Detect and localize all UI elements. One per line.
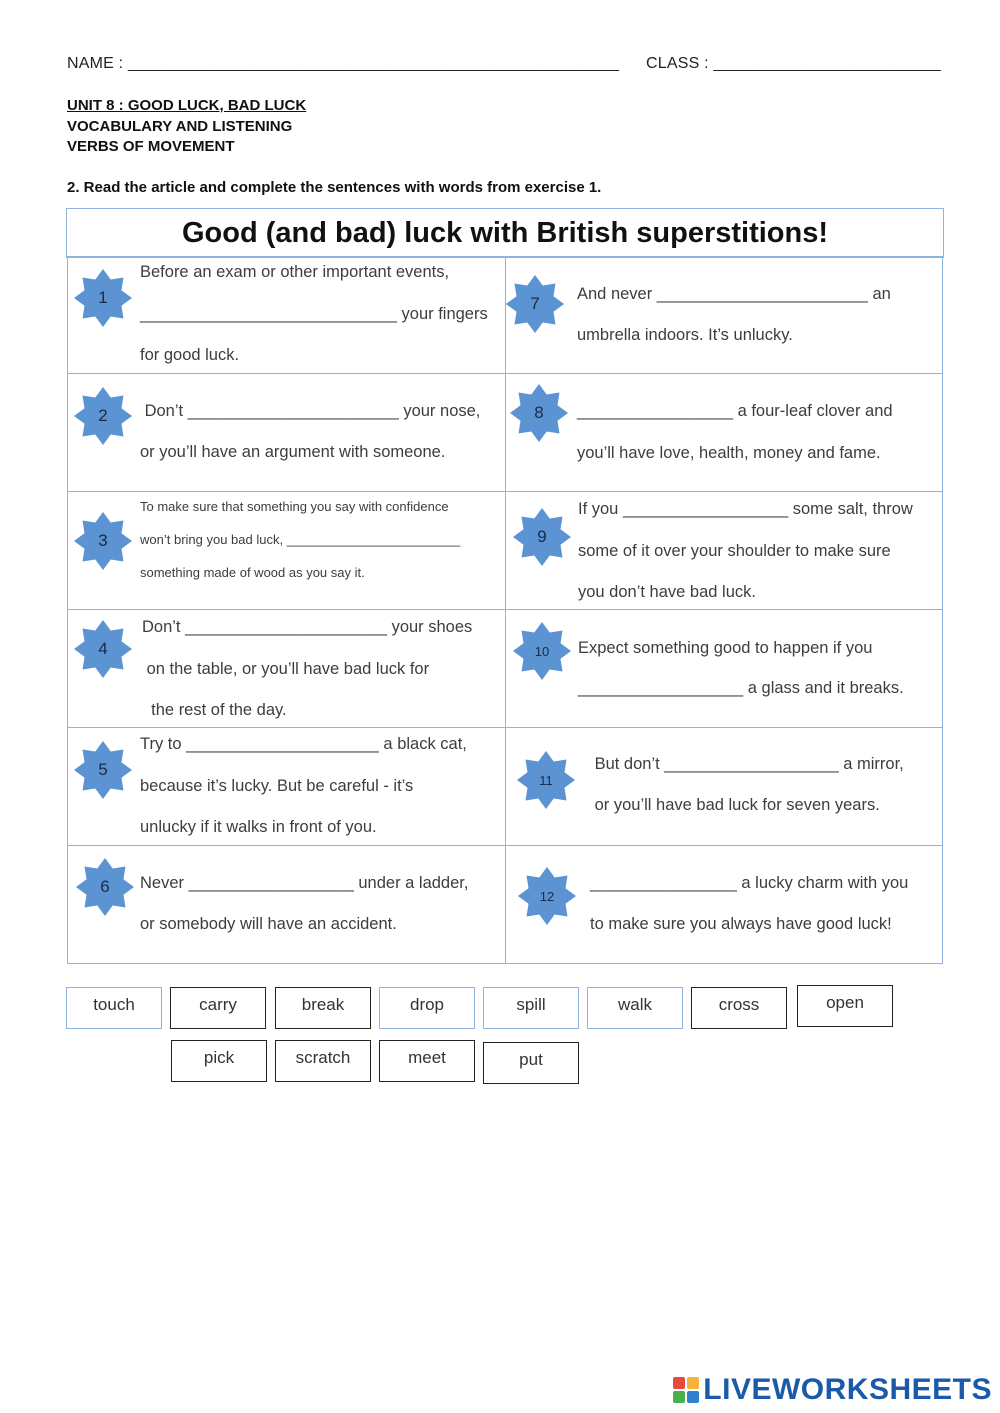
star-number-badge [513,508,571,566]
star-number-badge [74,620,132,678]
word-tile[interactable]: open [797,985,893,1027]
unit-title: UNIT 8 : GOOD LUCK, BAD LUCK [67,97,307,114]
sentence-line: ________________ a lucky charm with you [590,874,909,892]
sentence-line: you’ll have love, health, money and fame. [577,444,881,462]
star-number-badge [74,512,132,570]
sentence-line: And never _______________________ an [577,285,891,303]
sentence-line: Before an exam or other important events, [140,263,450,281]
sentence-line: on the table, or you’ll have bad luck for [142,660,430,678]
logo-text: LIVEWORKSHEETS [703,1373,992,1406]
item-number: 8 [534,403,544,422]
sentence-line: the rest of the day. [142,701,287,719]
word-tile[interactable]: put [483,1042,579,1084]
word-tile[interactable]: drop [379,987,475,1029]
word-tile[interactable]: break [275,987,371,1029]
sentence-line: for good luck. [140,346,240,364]
sentence-line: To make sure that something you say with confidence [140,499,449,514]
sentence-line: Don’t ______________________ your shoes [142,618,473,636]
word-tile[interactable]: pick [171,1040,267,1082]
item-number: 7 [530,294,540,313]
item-number: 6 [100,877,110,896]
item-number: 4 [98,639,108,658]
item-number: 5 [98,760,108,779]
word-tile[interactable]: touch [66,987,162,1029]
word-tile[interactable]: scratch [275,1040,371,1082]
sentence-line: or you’ll have an argument with someone. [140,443,446,461]
sentence-line: unlucky if it walks in front of you. [140,818,377,836]
item-number: 12 [539,888,555,904]
logo-icon [673,1377,699,1403]
sentence-line: But don’t ___________________ a mirror, [590,755,904,773]
word-tile[interactable]: carry [170,987,266,1029]
star-number-badge [513,622,571,680]
item-number: 3 [98,531,108,550]
star-number-badge [518,867,576,925]
sentence-line: Never __________________ under a ladder, [140,874,469,892]
item-number: 11 [539,772,553,788]
star-number-badge [517,751,575,809]
sentence-line: Expect something good to happen if you [578,639,873,657]
sentence-line: to make sure you always have good luck! [590,915,892,933]
sentence-cell [505,373,943,492]
star-number-badge [74,741,132,799]
sentence-line: you don’t have bad luck. [578,583,756,601]
word-tile[interactable]: cross [691,987,787,1029]
word-tile[interactable]: meet [379,1040,475,1082]
word-tile[interactable]: walk [587,987,683,1029]
sentence-cell [67,373,506,492]
sentence-line: _________________ a four-leaf clover and [577,402,893,420]
sentence-line: If you __________________ some salt, throw [578,500,913,518]
item-number: 1 [98,288,108,307]
star-number-badge [74,269,132,327]
sentence-line: or somebody will have an accident. [140,915,397,933]
sentence-line: umbrella indoors. It’s unlucky. [577,326,793,344]
sentence-line: or you’ll have bad luck for seven years. [590,796,880,814]
sentence-line: Try to _____________________ a black cat, [140,735,467,753]
star-number-badge [506,275,564,333]
worksheet-title: Good (and bad) luck with British superstitions! [66,208,944,258]
sentence-line: Don’t _______________________ your nose, [140,402,481,420]
topic-title: VERBS OF MOVEMENT [67,138,235,155]
star-number-badge [74,387,132,445]
star-number-badge [76,858,134,916]
sentence-line: some of it over your shoulder to make sure [578,542,891,560]
item-number: 2 [98,406,108,425]
name-field-label: NAME : ______________________________________________________ [67,55,620,72]
item-number: 10 [534,643,550,659]
class-field-label: CLASS : _________________________ [646,55,941,72]
sentence-line: because it’s lucky. But be careful - it’s [140,777,414,795]
word-tile[interactable]: spill [483,987,579,1029]
sentence-line: ____________________________ your fingers [140,305,488,323]
exercise-instruction: 2. Read the article and complete the sentences with words from exercise 1. [67,179,602,196]
section-title: VOCABULARY AND LISTENING [67,118,293,135]
sentence-line: something made of wood as you say it. [140,565,365,580]
item-number: 9 [537,527,547,546]
sentence-cell [505,256,943,374]
star-number-badge [510,384,568,442]
liveworksheets-logo [673,1373,992,1407]
sentence-line: __________________ a glass and it breaks. [578,679,904,697]
sentence-line: won’t bring you bad luck, ________________________ [140,532,461,547]
